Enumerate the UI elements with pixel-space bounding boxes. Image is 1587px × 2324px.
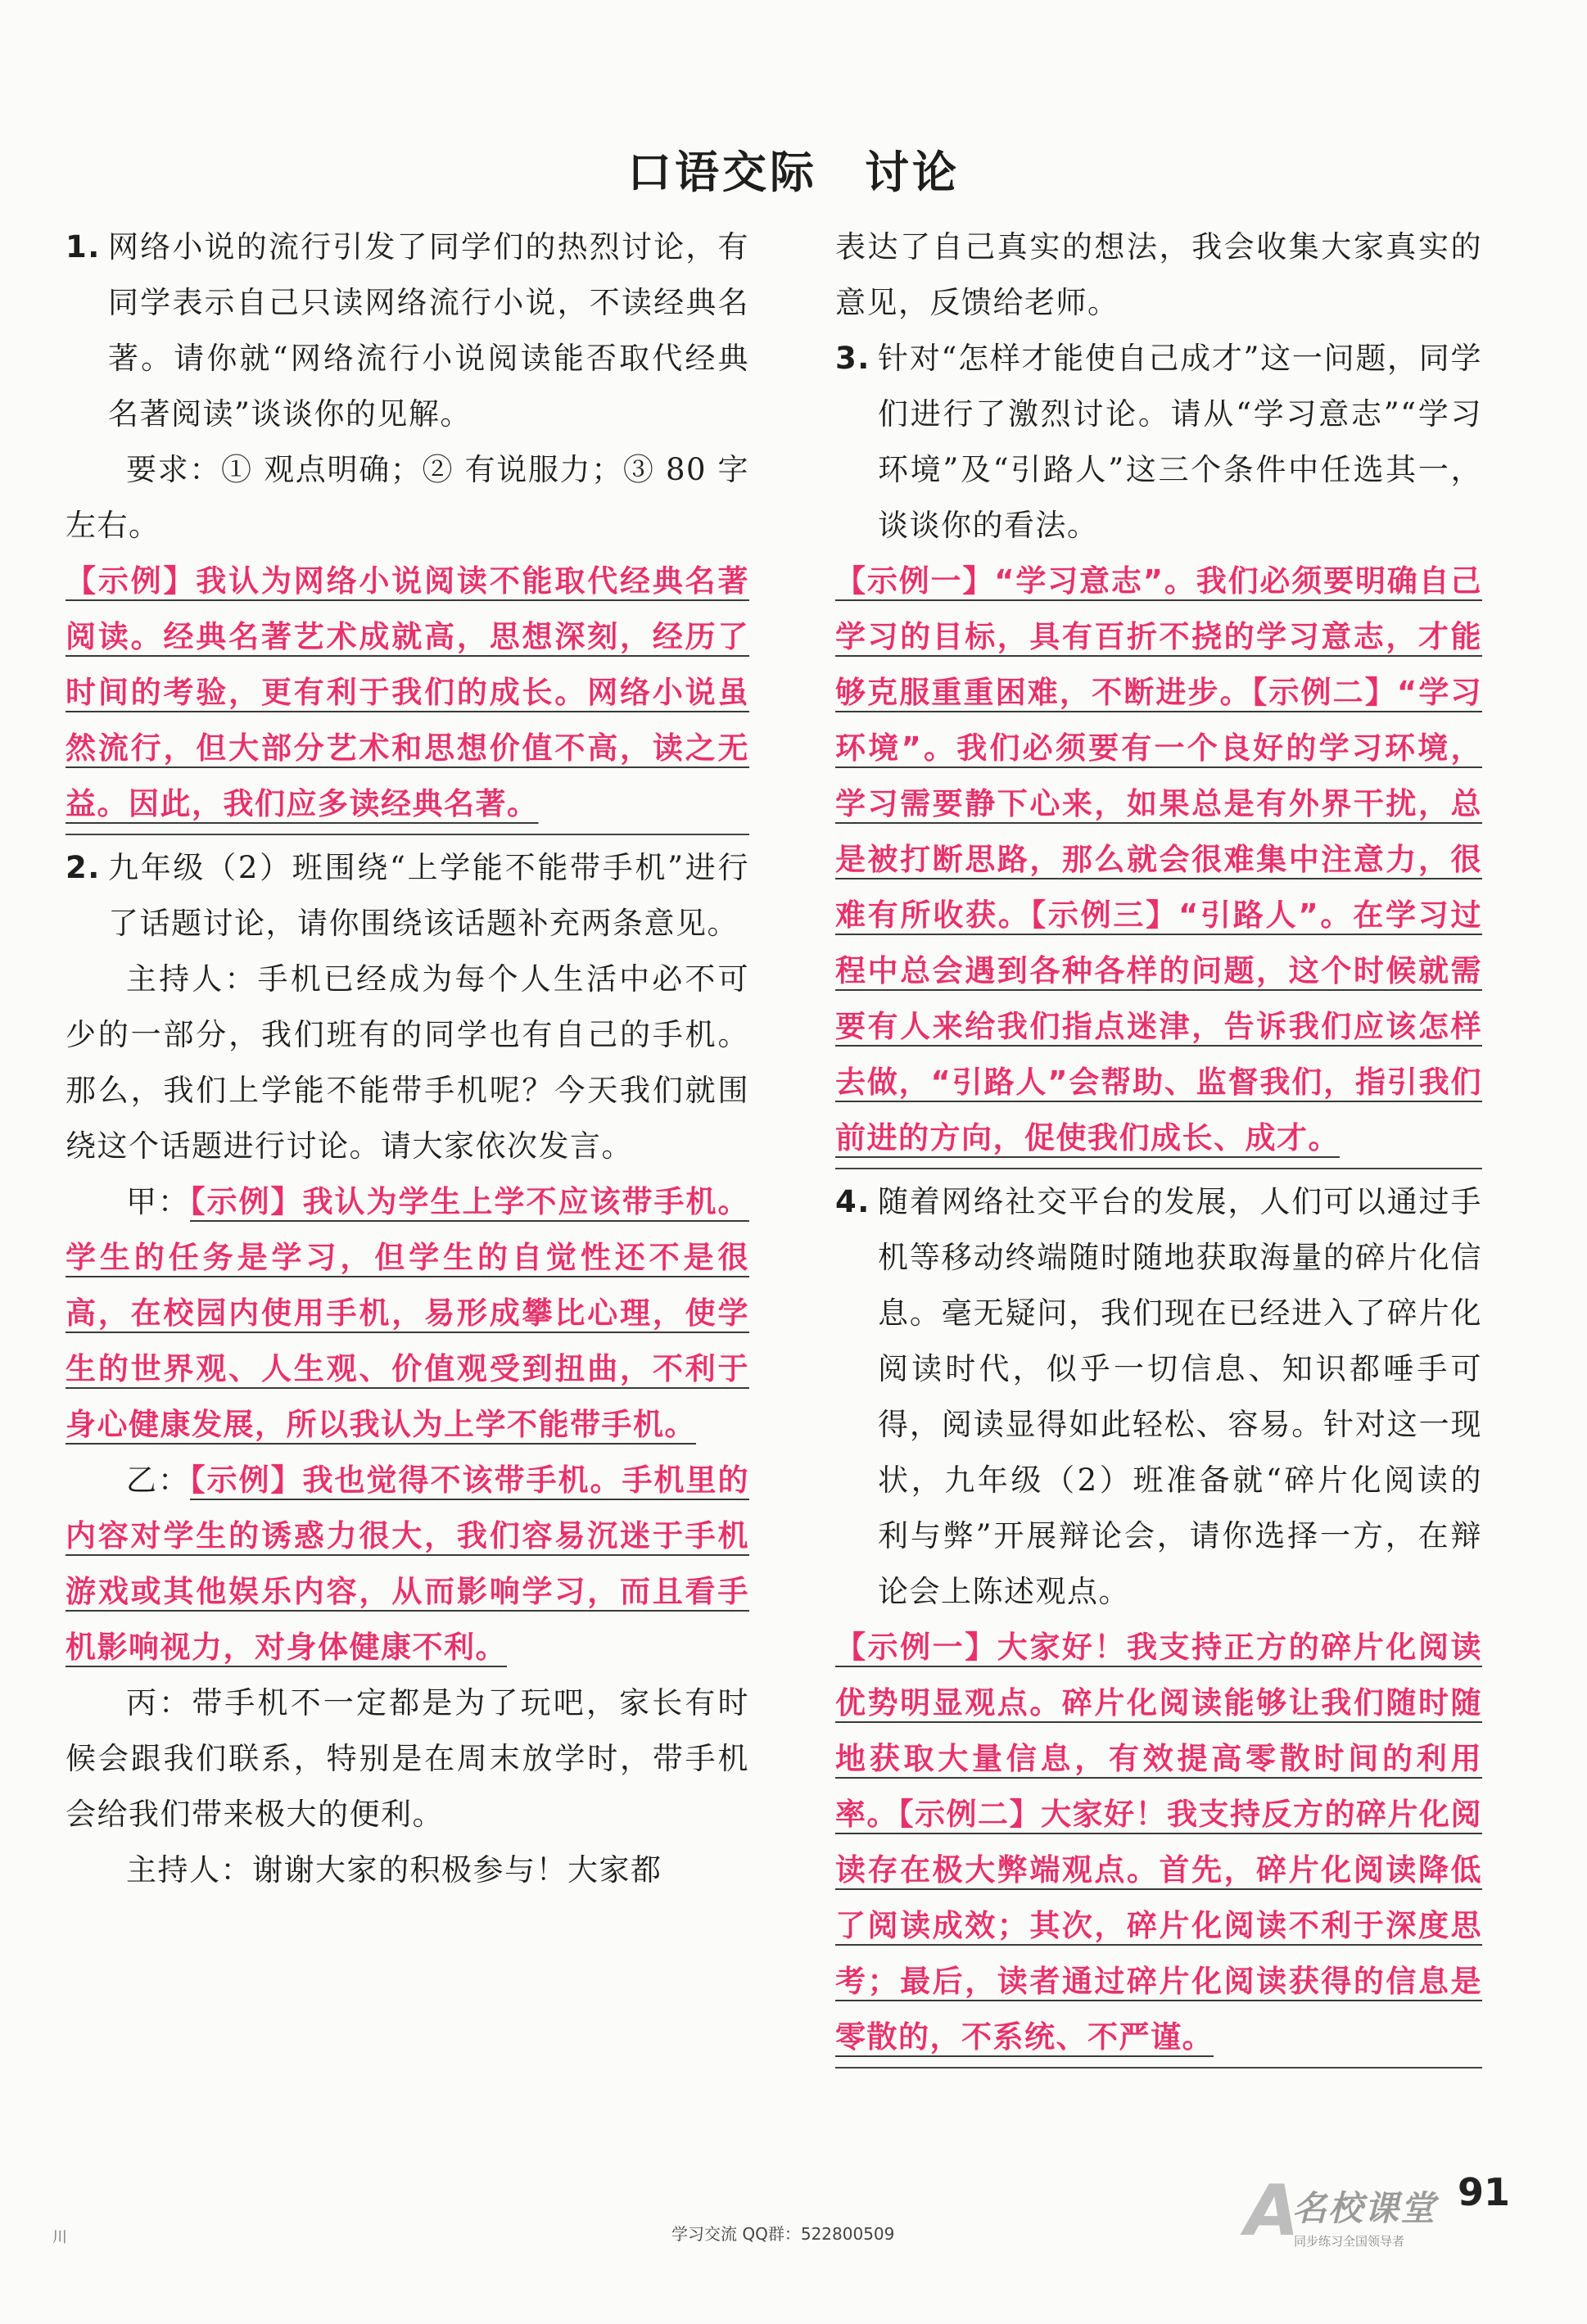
- brand-name: 名校课堂: [1292, 2188, 1437, 2228]
- brand-letter: A: [1245, 2170, 1300, 2252]
- question-text: 针对“怎样才能使自己成才”这一问题，同学们进行了激烈讨论。请从“学习意志”“学习环境”及“引路人”这三个条件中任选其一，谈谈你的看法。: [878, 341, 1482, 543]
- footer-qq-group: 学习交流 QQ群：522800509: [671, 2224, 895, 2244]
- speaker-jia-label: 甲：: [126, 1184, 190, 1219]
- speaker-bing-text: 丙：带手机不一定都是为了玩吧，家长有时候会跟我们联系，特别是在周末放学时，带手机会给我们带来极大的便利。: [66, 1685, 749, 1832]
- answer-text: [835, 554, 1482, 1166]
- answer-rule: [835, 1168, 1482, 1169]
- question-3: [835, 331, 1482, 554]
- answer-rule: [835, 2067, 1482, 2069]
- question-text: 网络小说的流行引发了同学们的热烈讨论，有同学表示自己只读网络流行小说，不读经典名著。请你就“网络流行小说阅读能否取代经典名著阅读”谈谈你的见解。: [108, 229, 749, 432]
- brand-logo: [1245, 2170, 1458, 2260]
- speaker-jia-answer: [66, 1174, 749, 1453]
- question-number: 2.: [66, 850, 101, 885]
- answer-underlined: 【示例一】大家好！我支持正方的碎片化阅读优势明显观点。碎片化阅读能够让我们随时随地获取大量信息，有效提高零散时间的利用率。【示例二】大家好！我支持反方的碎片化阅读存在极大弊端观点。首先，碎片化阅读降低了阅读成效；其次，碎片化阅读不利于深度思考；最后，读者通过碎片化阅读获得的信息是零散的，不系统、不严谨。: [835, 1630, 1482, 2055]
- question-2: [66, 840, 749, 952]
- question-text: 九年级（2）班围绕“上学能不能带手机”进行了话题讨论，请你围绕该话题补充两条意见。: [108, 850, 749, 941]
- page-number: 91: [1458, 2170, 1511, 2214]
- answer-underlined: 【示例】我认为网络小说阅读不能取代经典名著阅读。经典名著艺术成就高，思想深刻，经历了时间的考验，更有利于我们的成长。网络小说虽然流行，但大部分艺术和思想价值不高，读之无益。因此，我们应多读经典名著。: [66, 563, 749, 821]
- answer-underlined: 【示例】我也觉得不该带手机。手机里的内容对学生的诱惑力很大，我们容易沉迷于手机游戏或其他娱乐内容，从而影响学习，而且看手机影响视力，对身体健康不利。: [66, 1463, 749, 1665]
- host-closing: 主持人：谢谢大家的积极参与！大家都: [126, 1852, 662, 1888]
- host-opening: 主持人：手机已经成为每个人生活中必不可少的一部分，我们班有的同学也有自己的手机。那么，我们上学能不能带手机呢？今天我们就围绕这个话题进行讨论。请大家依次发言。: [66, 961, 749, 1164]
- footer-region-mark: 川: [52, 2229, 67, 2246]
- left-column: [66, 219, 749, 1898]
- speaker-yi-answer: [66, 1453, 749, 1675]
- host-closing-continued: 表达了自己真实的想法，我会收集大家真实的意见，反馈给老师。: [835, 229, 1482, 320]
- answer-text: [835, 1620, 1482, 2065]
- question-text: 随着网络社交平台的发展，人们可以通过手机等移动终端随时随地获取海量的碎片化信息。毫无疑问，我们现在已经进入了碎片化阅读时代，似乎一切信息、知识都唾手可得，阅读显得如此轻松、容易。针对这一现状，九年级（2）班准备就“碎片化阅读的利与弊”开展辩论会，请你选择一方，在辩论会上陈述观点。: [878, 1184, 1482, 1609]
- answer-underlined: 【示例一】“学习意志”。我们必须要明确自己学习的目标，具有百折不挠的学习意志，才能够克服重重困难，不断进步。【示例二】“学习环境”。我们必须要有一个良好的学习环境，学习需要静下心来，如果总是有外界干扰，总是被打断思路，那么就会很难集中注意力，很难有所收获。【示例三】“引路人”。在学习过程中总会遇到各种各样的问题，这个时候就需要有人来给我们指点迷津，告诉我们应该怎样去做，“引路人”会帮助、监督我们，指引我们前进的方向，促使我们成长、成才。: [835, 563, 1482, 1155]
- brand-slogan: 同步练习全国领导者: [1294, 2234, 1405, 2249]
- right-column: [835, 219, 1482, 2073]
- question-1: [66, 219, 749, 442]
- question-number: 1.: [66, 229, 101, 265]
- question-4: [835, 1174, 1482, 1620]
- answer-underlined: 【示例】我认为学生上学不应该带手机。学生的任务是学习，但学生的自觉性还不是很高，在校园内使用手机，易形成攀比心理，使学生的世界观、人生观、价值观受到扭曲，不利于身心健康发展，所以我认为上学不能带手机。: [66, 1184, 749, 1442]
- question-requirement: 要求：① 观点明确；② 有说服力；③ 80 字左右。: [66, 452, 749, 543]
- page-title: 口语交际 讨论: [627, 147, 960, 198]
- question-number: 3.: [835, 341, 870, 376]
- answer-text: [66, 554, 749, 832]
- speaker-yi-label: 乙：: [126, 1463, 190, 1498]
- question-number: 4.: [835, 1184, 870, 1219]
- answer-rule: [66, 834, 749, 835]
